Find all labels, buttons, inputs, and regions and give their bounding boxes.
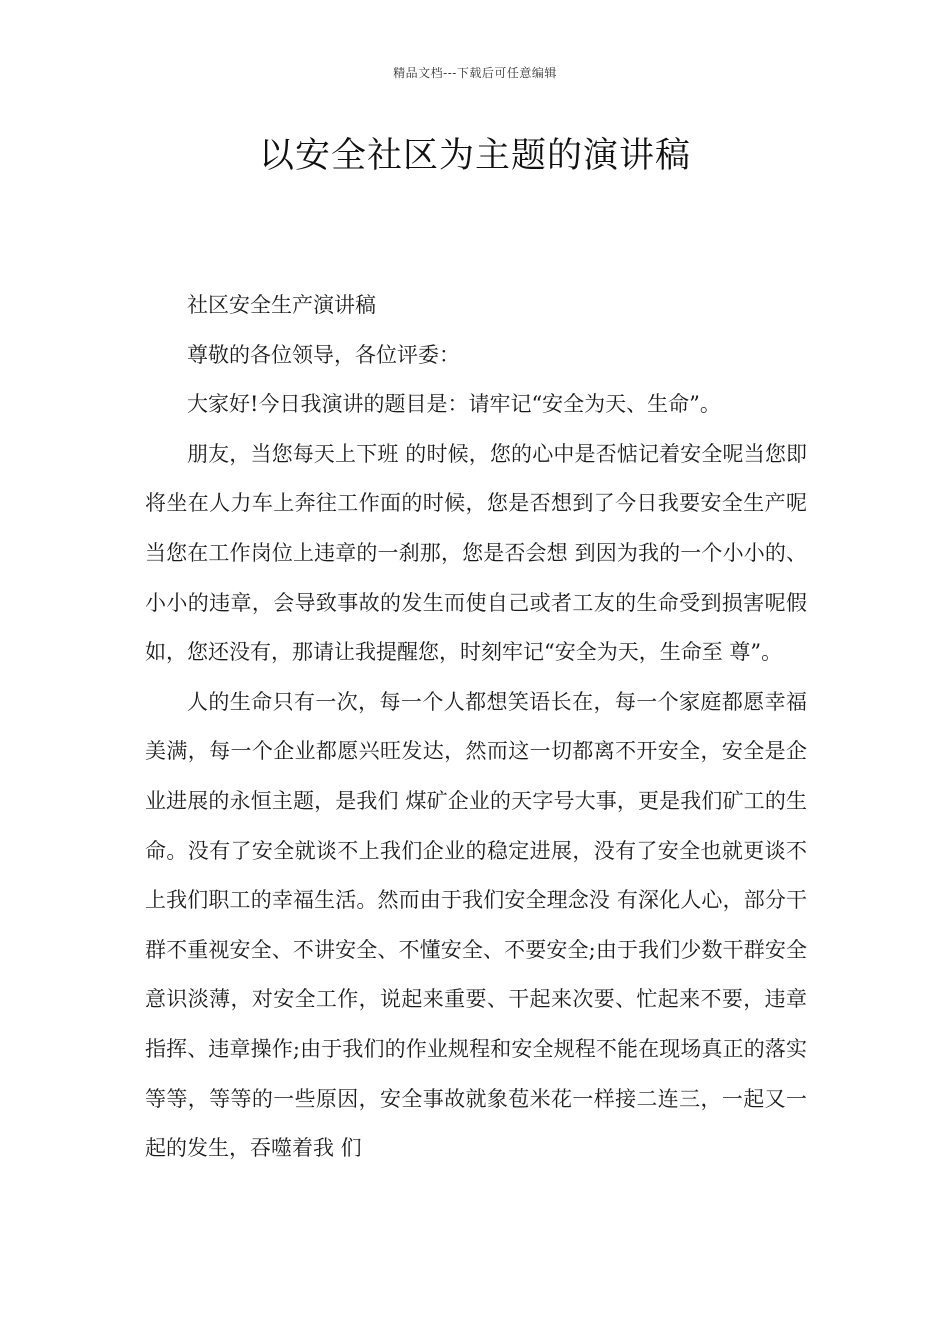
body-paragraph: 朋友，当您每天上下班 的时候，您的心中是否惦记着安全呢当您即将坐在人力车上奔往工作面的时候，您是否想到了今日我要安全生产呢当您在工作岗位上违章的一刹那，您是否会想 到因为我的一个小小的、小小的违章，会导致事故的发生而使自己或者工友的生命受到损害呢假如，您还没有，那请让我提醒您，时刻牢记“安全为天，生命至 尊”。 xyxy=(145,441,807,665)
document-title: 以安全社区为主题的演讲稿 xyxy=(258,136,691,176)
subtitle-paragraph: 社区安全生产演讲稿 xyxy=(187,293,376,317)
salutation-paragraph: 尊敬的各位领导，各位评委： xyxy=(187,342,460,367)
header-note: 精品文档---下载后可任意编辑 xyxy=(393,66,557,80)
body-paragraph: 人的生命只有一次，每一个人都想笑语长在，每一个家庭都愿幸福美满，每一个企业都愿兴旺发达，然而这一切都离不开安全，安全是企业进展的永恒主题，是我们 煤矿企业的天字号大事，更是我们矿工的生命。没有了安全就谈不上我们企业的稳定进展，没有了安全也就更谈不上我们职工的幸福生活。然而由于我们安全理念没 有深化人心，部分干群不重视安全、不讲安全、不懂安全、不要安全;由于我们少数干群安全意识淡薄，对安全工作，说起来重要、干起来次要、忙起来不要，违章 指挥、违章操作;由于我们的作业规程和安全规程不能在现场真正的落实等等，等等的一些原因，安全事故就象苞米花一样接二连三，一起又一起的发生，吞噬着我 们 xyxy=(145,689,807,1161)
document-body xyxy=(145,281,807,1174)
greeting-paragraph: 大家好!今日我演讲的题目是：请牢记“安全为天、生命”。 xyxy=(187,392,721,417)
